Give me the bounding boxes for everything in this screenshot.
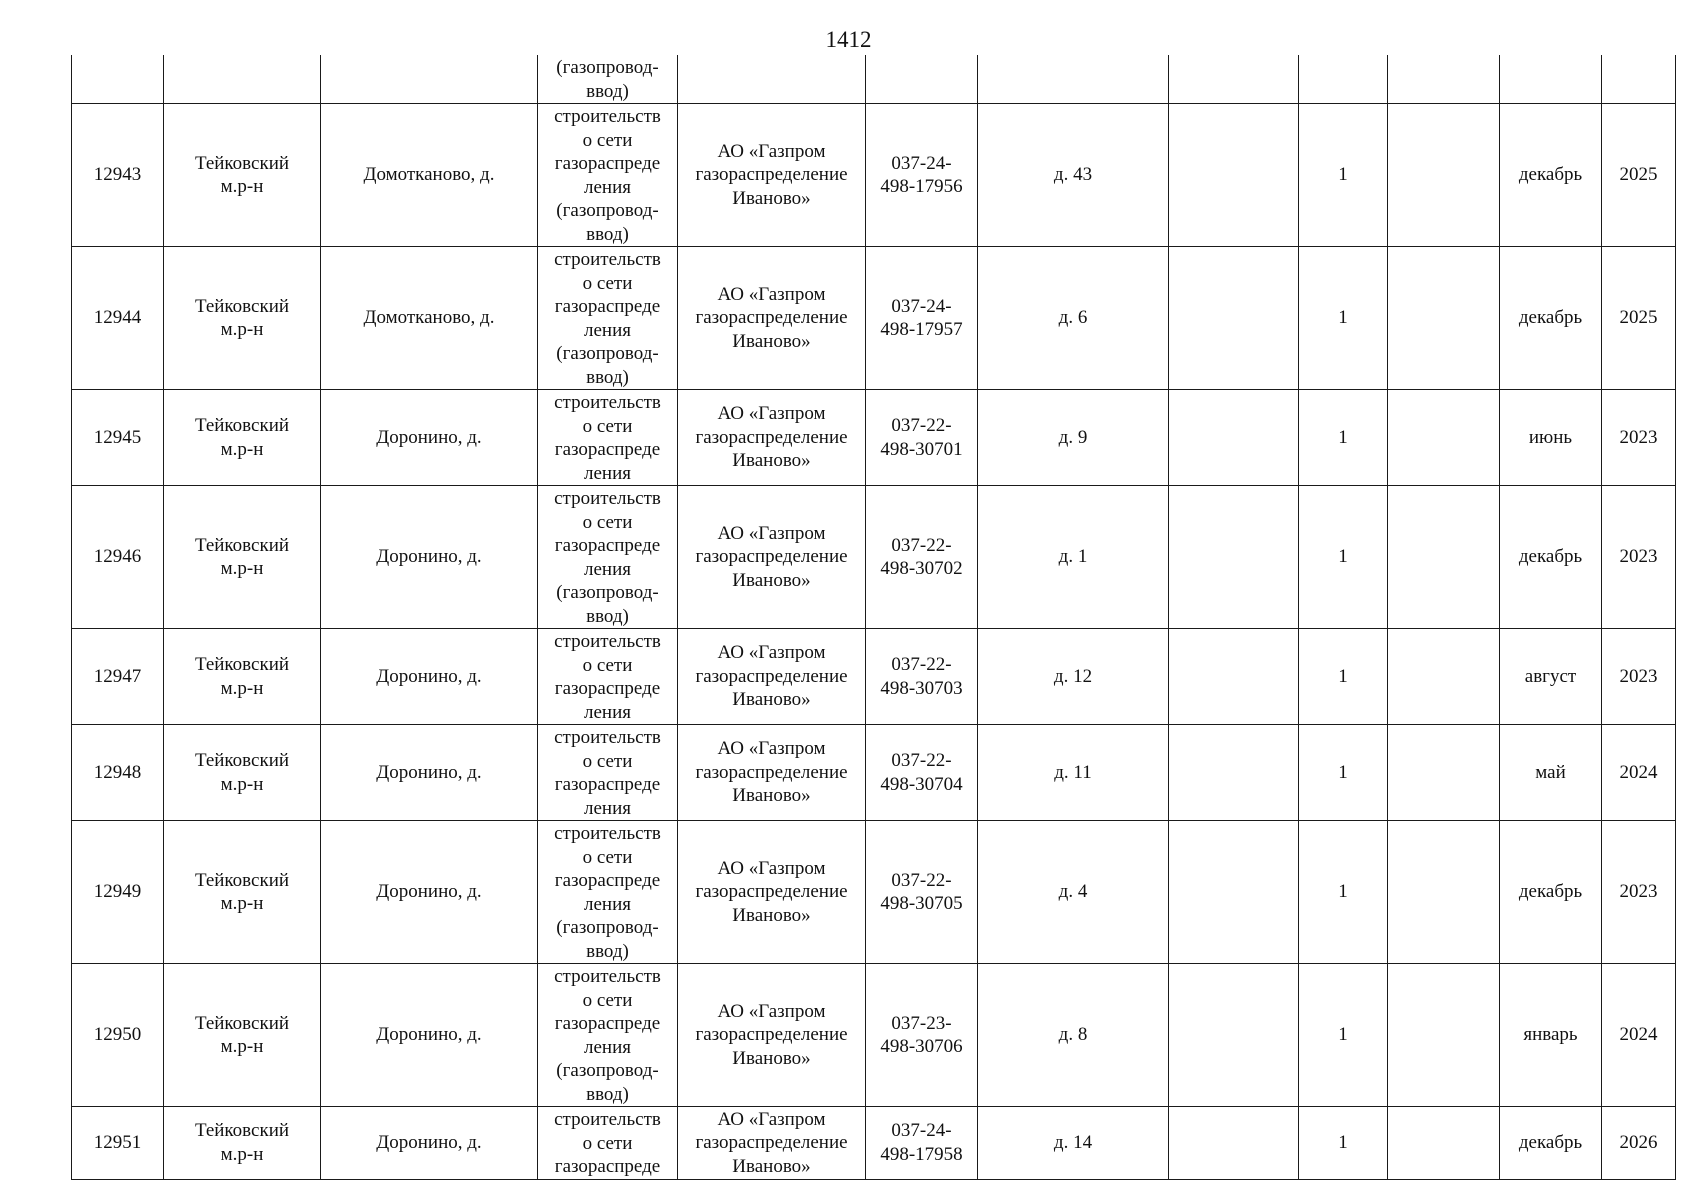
cell-num — [72, 55, 164, 104]
work-line: строительств — [554, 823, 661, 844]
cell-empty — [1169, 390, 1299, 486]
cell-empty — [1388, 725, 1500, 821]
cell-count: 1 — [1299, 1107, 1388, 1180]
code-line: 037-24- — [891, 1120, 952, 1142]
table-row — [72, 964, 1676, 1107]
cell-count: 1 — [1299, 247, 1388, 390]
district-line: Тейковский — [194, 1012, 290, 1034]
cell-count: 1 — [1299, 390, 1388, 486]
work-line: строительств — [554, 727, 661, 748]
cell-empty — [1388, 821, 1500, 964]
cell-num: 12949 — [72, 821, 164, 964]
cell-year — [1602, 55, 1676, 104]
cell-year: 2026 — [1602, 1107, 1676, 1180]
cell-address: д. 6 — [978, 247, 1169, 390]
work-line: (газопровод- — [556, 1060, 659, 1081]
table-row — [72, 247, 1676, 390]
organization-line: газораспределение — [695, 426, 848, 448]
work-line: ления — [584, 701, 631, 723]
cell-organization — [678, 247, 866, 390]
cell-code — [866, 390, 978, 486]
cell-count: 1 — [1299, 104, 1388, 247]
organization-line: газораспределение — [695, 761, 848, 783]
district-line: Тейковский — [194, 534, 290, 556]
work-line: о сети — [582, 750, 633, 772]
cell-year: 2025 — [1602, 247, 1676, 390]
cell-empty — [1169, 104, 1299, 247]
cell-code — [866, 55, 978, 104]
organization-line: газораспределение — [695, 881, 848, 903]
work-line: газораспреде — [554, 774, 661, 795]
work-line: о сети — [582, 511, 633, 533]
table-row — [72, 821, 1676, 964]
cell-num: 12950 — [72, 964, 164, 1107]
work-line: ления — [584, 1036, 631, 1058]
cell-district — [164, 964, 321, 1107]
work-line: ления — [584, 176, 631, 198]
cell-locality: Доронино, д. — [321, 390, 538, 486]
cell-work — [538, 964, 678, 1107]
cell-district — [164, 247, 321, 390]
code-line: 037-22- — [891, 654, 952, 675]
organization-line: АО «Газпром — [717, 522, 826, 544]
district-line: м.р-н — [220, 176, 264, 197]
work-line: строительств — [554, 249, 661, 270]
district-line: м.р-н — [220, 1036, 264, 1057]
table-body — [72, 55, 1676, 1179]
work-line: ления — [584, 558, 631, 580]
cell-code — [866, 629, 978, 725]
cell-work — [538, 390, 678, 486]
work-line: о сети — [582, 989, 633, 1011]
cell-month: август — [1500, 629, 1602, 725]
work-line: ления — [584, 462, 631, 484]
cell-district — [164, 821, 321, 964]
cell-address: д. 43 — [978, 104, 1169, 247]
cell-empty — [1388, 390, 1500, 486]
district-line: м.р-н — [220, 677, 264, 699]
organization-line: газораспределение — [695, 307, 848, 329]
organization-line: газораспределение — [695, 164, 848, 186]
cell-code — [866, 247, 978, 390]
work-line: газораспреде — [554, 439, 661, 460]
cell-address: д. 11 — [978, 725, 1169, 821]
organization-line: АО «Газпром — [717, 642, 826, 664]
work-line: газораспреде — [554, 153, 661, 174]
cell-year: 2023 — [1602, 390, 1676, 486]
cell-count: 1 — [1299, 629, 1388, 725]
cell-work — [538, 629, 678, 725]
organization-line: АО «Газпром — [717, 403, 826, 425]
work-line: строительств — [554, 106, 661, 127]
code-line: 498-30701 — [880, 438, 963, 460]
work-line: строительств — [554, 966, 661, 987]
work-line: ввод) — [586, 605, 629, 627]
code-line: 037-22- — [891, 750, 952, 771]
organization-line: АО «Газпром — [717, 140, 826, 162]
organization-line: Иваново» — [732, 1047, 811, 1069]
cell-month: декабрь — [1500, 247, 1602, 390]
cell-locality: Доронино, д. — [321, 1107, 538, 1180]
cell-month: декабрь — [1500, 821, 1602, 964]
work-line: газораспреде — [554, 678, 661, 699]
code-line: 498-30705 — [880, 893, 963, 914]
table-row — [72, 629, 1676, 725]
cell-address: д. 8 — [978, 964, 1169, 1107]
work-line: строительств — [554, 488, 661, 509]
cell-work — [538, 247, 678, 390]
organization-line: газораспределение — [695, 665, 848, 687]
table-row — [72, 1107, 1676, 1180]
cell-locality: Доронино, д. — [321, 725, 538, 821]
table-row-continued — [72, 55, 1676, 104]
cell-count: 1 — [1299, 964, 1388, 1107]
work-line: ввод) — [586, 80, 629, 102]
organization-line: Иваново» — [732, 785, 811, 807]
cell-organization — [678, 1107, 866, 1180]
cell-count: 1 — [1299, 486, 1388, 629]
district-line: Тейковский — [194, 1120, 290, 1142]
organization-line: газораспределение — [695, 1132, 848, 1153]
cell-year: 2024 — [1602, 725, 1676, 821]
cell-organization — [678, 821, 866, 964]
cell-address — [978, 55, 1169, 104]
code-line: 037-24- — [891, 152, 952, 174]
cell-empty — [1388, 55, 1500, 104]
organization-line: Иваново» — [732, 569, 811, 591]
cell-district — [164, 725, 321, 821]
cell-year: 2024 — [1602, 964, 1676, 1107]
cell-address: д. 4 — [978, 821, 1169, 964]
cell-district — [164, 104, 321, 247]
work-line: о сети — [582, 654, 633, 676]
organization-line: АО «Газпром — [717, 283, 826, 305]
cell-empty — [1169, 821, 1299, 964]
cell-code — [866, 821, 978, 964]
cell-month: июнь — [1500, 390, 1602, 486]
cell-empty — [1388, 629, 1500, 725]
cell-empty — [1388, 486, 1500, 629]
cell-empty — [1388, 247, 1500, 390]
cell-year: 2023 — [1602, 629, 1676, 725]
cell-empty — [1388, 104, 1500, 247]
cell-empty — [1169, 247, 1299, 390]
work-line: (газопровод- — [556, 57, 659, 78]
work-line: газораспреде — [554, 1156, 661, 1177]
work-line: (газопровод- — [556, 917, 659, 938]
work-line: ввод) — [586, 1083, 629, 1105]
cell-locality: Домотканово, д. — [321, 247, 538, 390]
district-line: м.р-н — [220, 1143, 264, 1165]
organization-line: АО «Газпром — [717, 738, 826, 760]
work-line: газораспреде — [554, 296, 661, 317]
cell-work — [538, 104, 678, 247]
cell-empty — [1388, 1107, 1500, 1180]
cell-work — [538, 1107, 678, 1180]
organization-line: Иваново» — [732, 187, 811, 209]
cell-address: д. 9 — [978, 390, 1169, 486]
cell-num: 12947 — [72, 629, 164, 725]
cell-district — [164, 486, 321, 629]
code-line: 498-30704 — [880, 773, 963, 795]
work-line: строительств — [554, 631, 661, 652]
cell-work — [538, 55, 678, 104]
organization-line: АО «Газпром — [717, 857, 826, 879]
work-line: (газопровод- — [556, 200, 659, 221]
organization-line: Иваново» — [732, 689, 811, 711]
cell-num: 12951 — [72, 1107, 164, 1180]
code-line: 498-17958 — [880, 1143, 963, 1165]
cell-locality: Доронино, д. — [321, 964, 538, 1107]
work-line: газораспреде — [554, 1013, 661, 1034]
cell-locality: Доронино, д. — [321, 821, 538, 964]
organization-line: Иваново» — [732, 904, 811, 926]
cell-locality — [321, 55, 538, 104]
code-line: 498-30702 — [880, 558, 963, 579]
code-line: 037-24- — [891, 295, 952, 317]
district-line: м.р-н — [220, 773, 264, 795]
work-line: ввод) — [586, 366, 629, 388]
work-line: о сети — [582, 129, 633, 151]
work-line: ления — [584, 893, 631, 915]
cell-address: д. 1 — [978, 486, 1169, 629]
organization-line: Иваново» — [732, 330, 811, 352]
cell-locality: Доронино, д. — [321, 486, 538, 629]
cell-month: декабрь — [1500, 104, 1602, 247]
district-line: м.р-н — [220, 893, 264, 914]
work-line: газораспреде — [554, 870, 661, 891]
district-line: Тейковский — [194, 152, 290, 174]
cell-empty — [1169, 486, 1299, 629]
code-line: 498-17956 — [880, 176, 963, 197]
cell-month: январь — [1500, 964, 1602, 1107]
cell-empty — [1169, 964, 1299, 1107]
cell-organization — [678, 486, 866, 629]
cell-organization — [678, 390, 866, 486]
code-line: 037-22- — [891, 415, 952, 436]
district-line: м.р-н — [220, 319, 264, 340]
organization-line: газораспределение — [695, 546, 848, 568]
table-row — [72, 725, 1676, 821]
cell-code — [866, 964, 978, 1107]
cell-locality: Домотканово, д. — [321, 104, 538, 247]
cell-code — [866, 104, 978, 247]
cell-empty — [1169, 55, 1299, 104]
table-row — [72, 486, 1676, 629]
cell-count: 1 — [1299, 725, 1388, 821]
district-line: м.р-н — [220, 438, 264, 460]
cell-organization — [678, 55, 866, 104]
district-line: Тейковский — [194, 869, 290, 891]
table-row — [72, 104, 1676, 247]
district-line: Тейковский — [194, 415, 290, 436]
cell-work — [538, 486, 678, 629]
cell-organization — [678, 725, 866, 821]
cell-district — [164, 629, 321, 725]
work-line: о сети — [582, 415, 633, 437]
cell-month: декабрь — [1500, 486, 1602, 629]
cell-district — [164, 55, 321, 104]
cell-code — [866, 1107, 978, 1180]
cell-month: декабрь — [1500, 1107, 1602, 1180]
cell-organization — [678, 964, 866, 1107]
work-line: строительств — [554, 1109, 661, 1130]
work-line: (газопровод- — [556, 582, 659, 603]
cell-code — [866, 725, 978, 821]
cell-year: 2023 — [1602, 486, 1676, 629]
work-line: (газопровод- — [556, 343, 659, 364]
cell-empty — [1169, 1107, 1299, 1180]
table-row — [72, 390, 1676, 486]
district-line: м.р-н — [220, 558, 264, 579]
work-line: о сети — [582, 1132, 633, 1154]
cell-organization — [678, 104, 866, 247]
code-line: 037-23- — [891, 1012, 952, 1034]
work-line: ления — [584, 319, 631, 341]
district-line: Тейковский — [194, 295, 290, 317]
cell-num: 12948 — [72, 725, 164, 821]
page-number: 1412 — [825, 27, 872, 52]
organization-line: Иваново» — [732, 450, 811, 472]
code-line: 037-22- — [891, 534, 952, 556]
cell-num: 12946 — [72, 486, 164, 629]
cell-empty — [1169, 725, 1299, 821]
cell-num: 12945 — [72, 390, 164, 486]
cell-work — [538, 725, 678, 821]
work-line: ввод) — [586, 940, 629, 962]
cell-count: 1 — [1299, 821, 1388, 964]
district-line: Тейковский — [194, 654, 290, 675]
work-line: ввод) — [586, 223, 629, 245]
cell-month — [1500, 55, 1602, 104]
organization-line: АО «Газпром — [717, 1000, 826, 1022]
cell-num: 12943 — [72, 104, 164, 247]
cell-num: 12944 — [72, 247, 164, 390]
work-line: строительств — [554, 392, 661, 413]
cell-empty — [1169, 629, 1299, 725]
cell-year: 2025 — [1602, 104, 1676, 247]
cell-empty — [1388, 964, 1500, 1107]
cell-locality: Доронино, д. — [321, 629, 538, 725]
work-line: газораспреде — [554, 535, 661, 556]
cell-address: д. 14 — [978, 1107, 1169, 1180]
organization-line: газораспределение — [695, 1024, 848, 1046]
code-line: 498-17957 — [880, 319, 963, 340]
code-line: 498-30703 — [880, 677, 963, 699]
cell-month: май — [1500, 725, 1602, 821]
cell-district — [164, 390, 321, 486]
code-line: 498-30706 — [880, 1036, 963, 1057]
cell-year: 2023 — [1602, 821, 1676, 964]
cell-district — [164, 1107, 321, 1180]
cell-work — [538, 821, 678, 964]
cell-organization — [678, 629, 866, 725]
work-line: о сети — [582, 846, 633, 868]
cell-address: д. 12 — [978, 629, 1169, 725]
cell-count — [1299, 55, 1388, 104]
cell-code — [866, 486, 978, 629]
work-line: о сети — [582, 272, 633, 294]
organization-line: Иваново» — [732, 1155, 811, 1177]
district-line: Тейковский — [194, 750, 290, 771]
gasification-table — [71, 55, 1676, 1180]
work-line: ления — [584, 797, 631, 819]
code-line: 037-22- — [891, 869, 952, 891]
organization-line: АО «Газпром — [717, 1108, 826, 1130]
